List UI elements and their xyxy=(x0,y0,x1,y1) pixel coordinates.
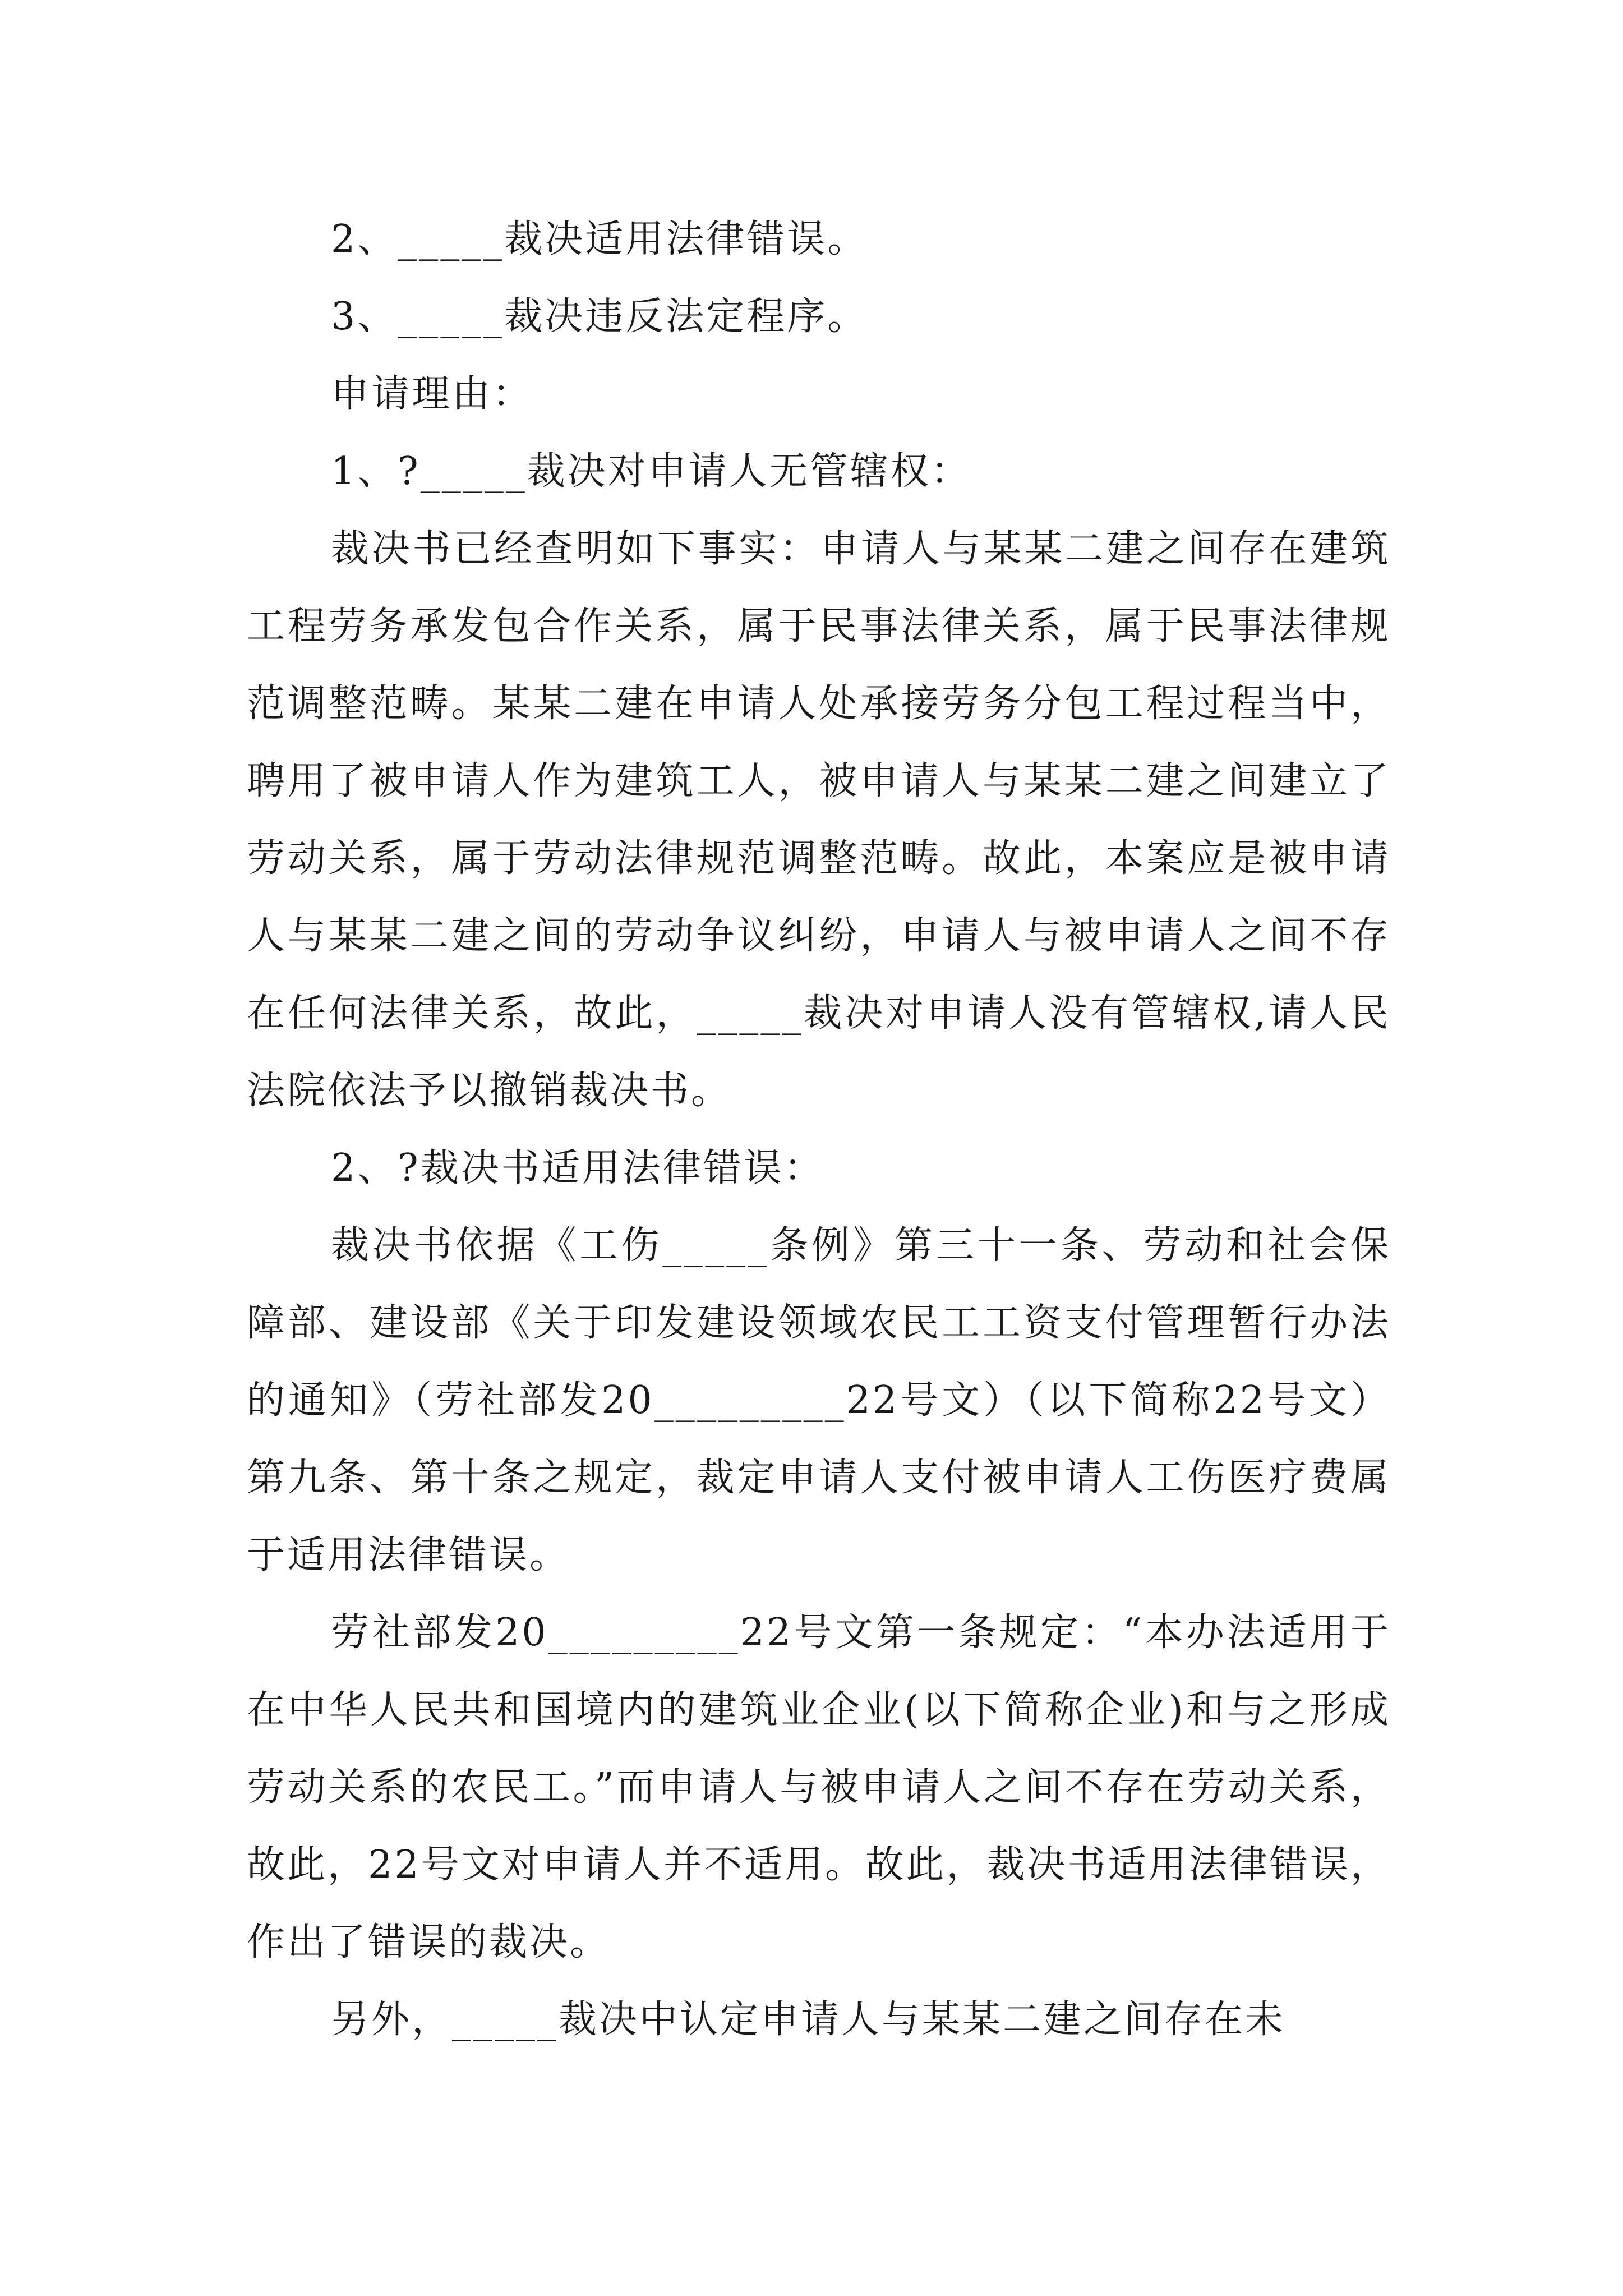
reason-heading-2: 2、?裁决书适用法律错误： xyxy=(331,1146,824,1190)
reason-body-1: 裁决书已经查明如下事实：申请人与某某二建之间存在建筑工程劳务承发包合作关系，属于民事法律关系，属于民事法律规范调整范畴。某某二建在申请人处承接劳务分包工程过程当中，聘用了被申请人作为建筑工人，被申请人与某某二建之间建立了劳动关系，属于劳动法律规范调整范畴。故此，本案应是被申请人与某某二建之间的劳动争议纠纷，申请人与被申请人之间不存在任何法律关系，故此，_____裁决对申请人没有管辖权,请人民法院依法予以撤销裁决书。 xyxy=(247,527,1391,1113)
paragraph-additional: 另外，_____裁决中认定申请人与某某二建之间存在未 xyxy=(331,1998,1286,2042)
reason-heading-1: 1、?_____裁决对申请人无管辖权： xyxy=(331,449,971,494)
paragraph-item-3: 3、_____裁决违反法定程序。 xyxy=(331,295,868,339)
reason-body-2-continued: 劳社部发20_________22号文第一条规定：“本办法适用于在中华人民共和国境内的建筑业企业(以下简称企业)和与之形成劳动关系的农民工。”而申请人与被申请人之间不存在劳动关系，故此，22号文对申请人并不适用。故此，裁决书适用法律错误，作出了错误的裁决。 xyxy=(247,1611,1391,1964)
paragraph-item-2: 2、_____裁决适用法律错误。 xyxy=(331,217,868,261)
section-heading-reasons: 申请理由： xyxy=(331,372,533,416)
document-body xyxy=(247,201,1391,2059)
reason-body-2: 裁决书依据《工伤_____条例》第三十一条、劳动和社会保障部、建设部《关于印发建设领域农民工工资支付管理暂行办法的通知》（劳社部发20_________22号文）（以下简称22号文）第九条、第十条之规定，裁定申请人支付被申请人工伤医疗费属于适用法律错误。 xyxy=(247,1223,1391,1577)
